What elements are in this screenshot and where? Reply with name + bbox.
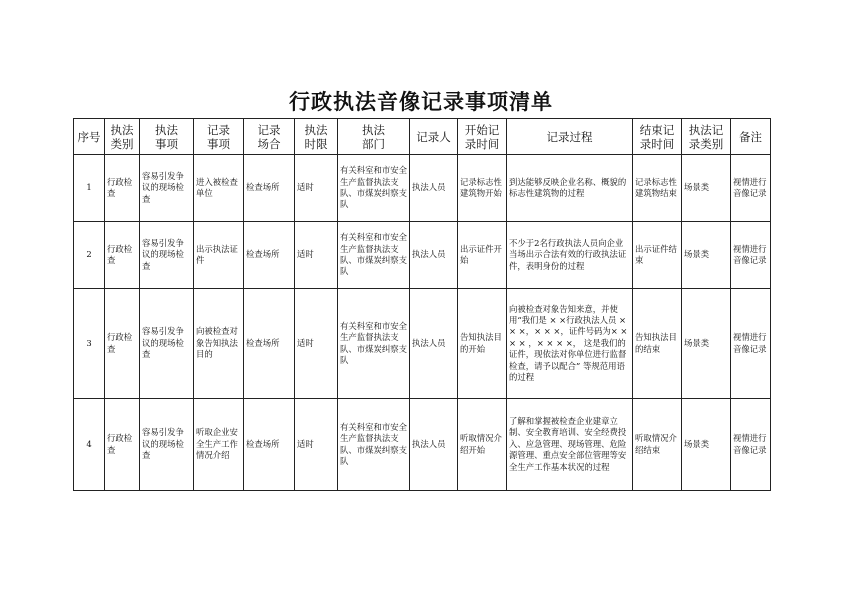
cell-department: 有关科室和市安全生产监督执法支队、市煤炭纠察支队 bbox=[338, 289, 410, 399]
cell-record-item: 向被检查对象告知执法目的 bbox=[194, 289, 244, 399]
records-table bbox=[73, 118, 771, 491]
table-row bbox=[74, 222, 771, 289]
cell-occasion: 检查场所 bbox=[244, 399, 295, 491]
col-header-process: 记录过程 bbox=[507, 119, 633, 155]
cell-record-item: 听取企业安全生产工作情况介绍 bbox=[194, 399, 244, 491]
cell-recorder: 执法人员 bbox=[410, 222, 458, 289]
table-row bbox=[74, 399, 771, 491]
cell-start: 告知执法目的开始 bbox=[458, 289, 507, 399]
col-header-department: 执法 部门 bbox=[338, 119, 410, 155]
cell-end: 记录标志性建筑物结束 bbox=[633, 155, 682, 222]
cell-record-item: 进入被检查单位 bbox=[194, 155, 244, 222]
cell-process: 不少于2名行政执法人员向企业当场出示合法有效的行政执法证件，表明身份的过程 bbox=[507, 222, 633, 289]
cell-process: 了解和掌握被检查企业建章立制、安全教育培训、安全经费投入、应急管理、现场管理、危险源管理、重点安全部位管理等安全生产工作基本状况的过程 bbox=[507, 399, 633, 491]
cell-time-limit: 适时 bbox=[295, 155, 338, 222]
cell-remark: 视情进行音像记录 bbox=[731, 399, 771, 491]
cell-category: 行政检查 bbox=[105, 399, 140, 491]
cell-end: 出示证件结束 bbox=[633, 222, 682, 289]
cell-occasion: 检查场所 bbox=[244, 289, 295, 399]
cell-record-item: 出示执法证件 bbox=[194, 222, 244, 289]
cell-department: 有关科室和市安全生产监督执法支队、市煤炭纠察支队 bbox=[338, 399, 410, 491]
cell-category: 行政检查 bbox=[105, 289, 140, 399]
cell-department: 有关科室和市安全生产监督执法支队、市煤炭纠察支队 bbox=[338, 155, 410, 222]
cell-record-type: 场景类 bbox=[682, 289, 731, 399]
cell-remark: 视情进行音像记录 bbox=[731, 222, 771, 289]
cell-end: 听取情况介绍结束 bbox=[633, 399, 682, 491]
table-row bbox=[74, 155, 771, 222]
cell-matter: 容易引发争议的现场检查 bbox=[140, 289, 194, 399]
cell-remark: 视情进行音像记录 bbox=[731, 289, 771, 399]
cell-recorder: 执法人员 bbox=[410, 399, 458, 491]
cell-category: 行政检查 bbox=[105, 155, 140, 222]
cell-time-limit: 适时 bbox=[295, 399, 338, 491]
cell-time-limit: 适时 bbox=[295, 222, 338, 289]
table-header-row bbox=[74, 119, 771, 155]
cell-matter: 容易引发争议的现场检查 bbox=[140, 155, 194, 222]
col-header-no: 序号 bbox=[74, 119, 105, 155]
col-header-start: 开始记 录时间 bbox=[458, 119, 507, 155]
col-header-record-type: 执法记 录类别 bbox=[682, 119, 731, 155]
table-row bbox=[74, 289, 771, 399]
col-header-remark: 备注 bbox=[731, 119, 771, 155]
cell-department: 有关科室和市安全生产监督执法支队、市煤炭纠察支队 bbox=[338, 222, 410, 289]
col-header-matter: 执法 事项 bbox=[140, 119, 194, 155]
col-header-category: 执法 类别 bbox=[105, 119, 140, 155]
cell-matter: 容易引发争议的现场检查 bbox=[140, 399, 194, 491]
cell-end: 告知执法目的结束 bbox=[633, 289, 682, 399]
cell-start: 记录标志性建筑物开始 bbox=[458, 155, 507, 222]
cell-occasion: 检查场所 bbox=[244, 155, 295, 222]
cell-process: 向被检查对象告知来意，并使用“我们是 × ×行政执法人员 × × ×，× × ×，证件号码为× × × × ，× × × ×， 这是我们的证件，现依法对你单位进行监督检查，请予以配合” 等规范用语的过程 bbox=[507, 289, 633, 399]
col-header-time-limit: 执法 时限 bbox=[295, 119, 338, 155]
col-header-recorder: 记录人 bbox=[410, 119, 458, 155]
cell-process: 到达能够反映企业名称、概貌的标志性建筑物的过程 bbox=[507, 155, 633, 222]
cell-matter: 容易引发争议的现场检查 bbox=[140, 222, 194, 289]
cell-occasion: 检查场所 bbox=[244, 222, 295, 289]
cell-record-type: 场景类 bbox=[682, 155, 731, 222]
cell-category: 行政检查 bbox=[105, 222, 140, 289]
col-header-occasion: 记录 场合 bbox=[244, 119, 295, 155]
col-header-end: 结束记 录时间 bbox=[633, 119, 682, 155]
cell-record-type: 场景类 bbox=[682, 399, 731, 491]
cell-record-type: 场景类 bbox=[682, 222, 731, 289]
cell-no: 3 bbox=[74, 289, 105, 399]
cell-no: 2 bbox=[74, 222, 105, 289]
col-header-record-item: 记录 事项 bbox=[194, 119, 244, 155]
cell-start: 听取情况介绍开始 bbox=[458, 399, 507, 491]
cell-start: 出示证件开始 bbox=[458, 222, 507, 289]
cell-recorder: 执法人员 bbox=[410, 155, 458, 222]
cell-recorder: 执法人员 bbox=[410, 289, 458, 399]
page-title: 行政执法音像记录事项清单 bbox=[289, 89, 553, 114]
cell-time-limit: 适时 bbox=[295, 289, 338, 399]
cell-remark: 视情进行音像记录 bbox=[731, 155, 771, 222]
cell-no: 1 bbox=[74, 155, 105, 222]
cell-no: 4 bbox=[74, 399, 105, 491]
